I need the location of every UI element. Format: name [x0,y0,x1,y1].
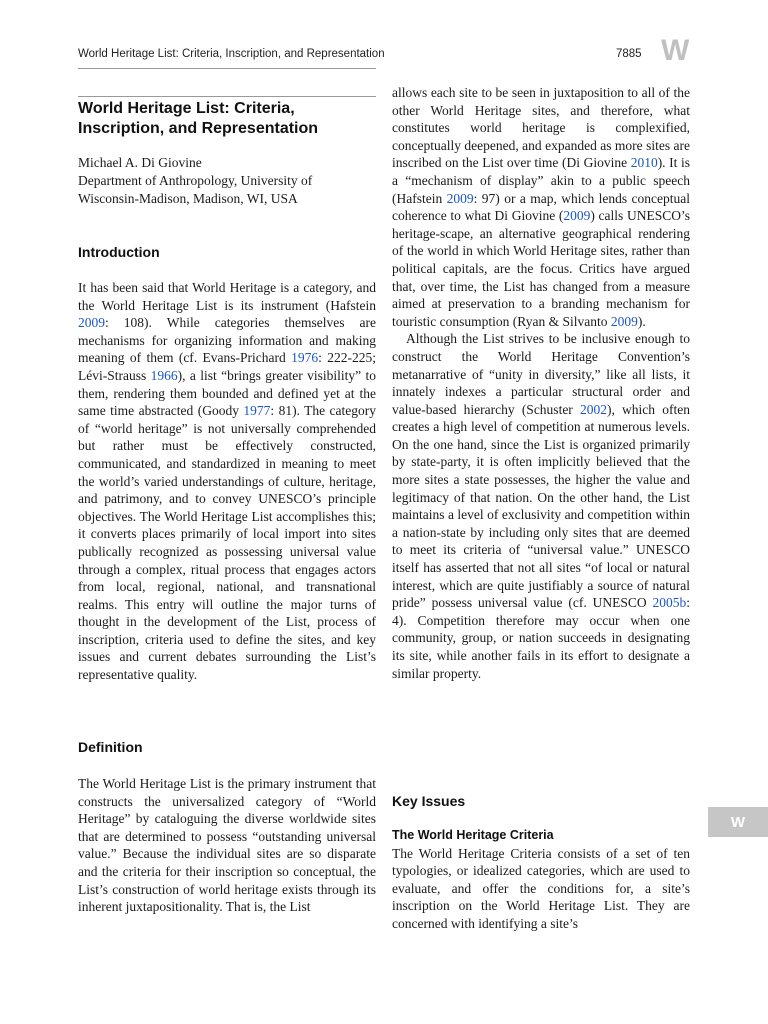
definition-paragraph: The World Heritage List is the primary instrument that constructs the universalized category of “World Heritage” by cataloguing the diverse worldwide sites that are determined to possess “outstanding universal value.” Because the individual sites are so disparate and the criteria for their inscription so conceptual, the List’s construction of world heritage exists through its inherent juxtapositionality. That is, the List [78,776,376,915]
citation-link[interactable]: 1976 [291,350,319,366]
key-issues-heading: Key Issues [392,793,466,809]
running-head-title: World Heritage List: Criteria, Inscription, and Representation [78,48,385,60]
criteria-paragraph: The World Heritage Criteria consists of a set of ten typologies, or idealized categories, which are used to evaluate, and offer the conditions for, a site’s inscription on the World Heritage List. They are concerned with identifying a site’s [392,845,690,931]
section-letter: W [661,34,690,67]
side-tab[interactable]: W [708,807,768,837]
citation-link[interactable]: 2009 [78,315,105,331]
right-column-body [392,84,690,682]
citation-link[interactable]: 2005b [652,595,687,611]
page-number: 7885 [616,48,642,60]
citation-link[interactable]: 2010 [630,155,658,171]
citation-link[interactable]: 1977 [243,403,271,419]
definition-heading: Definition [78,739,143,755]
inclusivity-paragraph: Although the List strives to be inclusive enough to construct the World Heritage Convention’s metanarrative of “unity in diversity,” like all lists, it innately indexes a particular structural order and value-based hierarchy (Schuster 2002), which often creates a high level of competition at numerous levels. On the one hand, since the List is organized primarily by state-party, it is often implicitly believed that the more sites a state possesses, the higher the value and legitimacy of that nation. On the other hand, the List maintains a level of exclusivity and competition within a nation-state by including only sites that are deemed to meet its criteria of “universal value.” UNESCO itself has asserted that not all sites “of local or natural interest, which are quite justifiably a source of natural pride” possess universal value (cf. UNESCO 2005b: 4). Competition therefore may occur when one community, group, or nation succeeds in designating its site, while another fails in its effort to designate a similar property. [392,331,690,681]
key-issues-body [392,827,690,933]
definition-body [78,775,376,916]
introduction-heading: Introduction [78,244,160,260]
header-rule [78,68,376,69]
introduction-paragraph: It has been said that World Heritage is a category, and the World Heritage List is its instrument (Hafstein 2009: 108). While categories themselves are mechanisms for organizing information and making meaning of them (cf. Evans-Prichard 1976: 222-225; Lévi-Strauss 1966), a list “brings greater visibility” to them, rendering them bounded and defined yet at the same time abstracted (Goody 1977: 81). The category of “world heritage” is not universally comprehended but rather must be effectively constructed, communicated, and standardized in meaning to meet the world’s varied understandings of culture, heritage, and patrimony, and to convey UNESCO’s principle objectives. The World Heritage List accomplishes this; it converts places primarily of local import into sites publically recognized as possessing universal value through a complex, ritual process that engages actors from local, regional, national, and transnational realms. This entry will outline the major turns of thought in the development of the List, process of inscription, criteria used to define the sites, and key issues and current debates surrounding the List’s representative quality. [78,280,377,683]
juxtaposition-paragraph: allows each site to be seen in juxtaposition to all of the other World Heritage sites, and therefore, what constitutes world heritage is complexified, conceptually deepened, and expanded as more sites are inscribed on the List over time (Di Giovine 2010). It is a “mechanism of display” akin to a public speech (Hafstein 2009: 97) or a map, which lends conceptual coherence to what Di Giovine (2009) calls UNESCO’s heritage-scape, an alternative geographical rendering of the world in which World Heritage sites, rather than political capitals, are the focus. Critics have argued that, over time, the List has changed from a measure aimed at preservation to a branding mechanism for touristic consumption (Ryan & Silvanto 2009). [392,85,691,329]
article-title-line1: World Heritage List: Criteria, [78,100,295,117]
author-block [78,154,376,208]
citation-link[interactable]: 2002 [580,401,607,417]
affiliation-line1: Department of Anthropology, University of [78,173,313,188]
author-name: Michael A. Di Giovine [78,155,202,170]
article-title [78,99,376,139]
citation-link[interactable]: 2009 [446,190,474,206]
title-rule [78,96,376,97]
affiliation-line2: Wisconsin-Madison, Madison, WI, USA [78,191,298,206]
introduction-body [78,279,376,684]
article-title-line2: Inscription, and Representation [78,120,319,137]
criteria-subheading: The World Heritage Criteria [392,828,554,842]
citation-link[interactable]: 2009 [563,208,591,224]
citation-link[interactable]: 1966 [150,367,178,383]
citation-link[interactable]: 2009 [610,313,638,329]
